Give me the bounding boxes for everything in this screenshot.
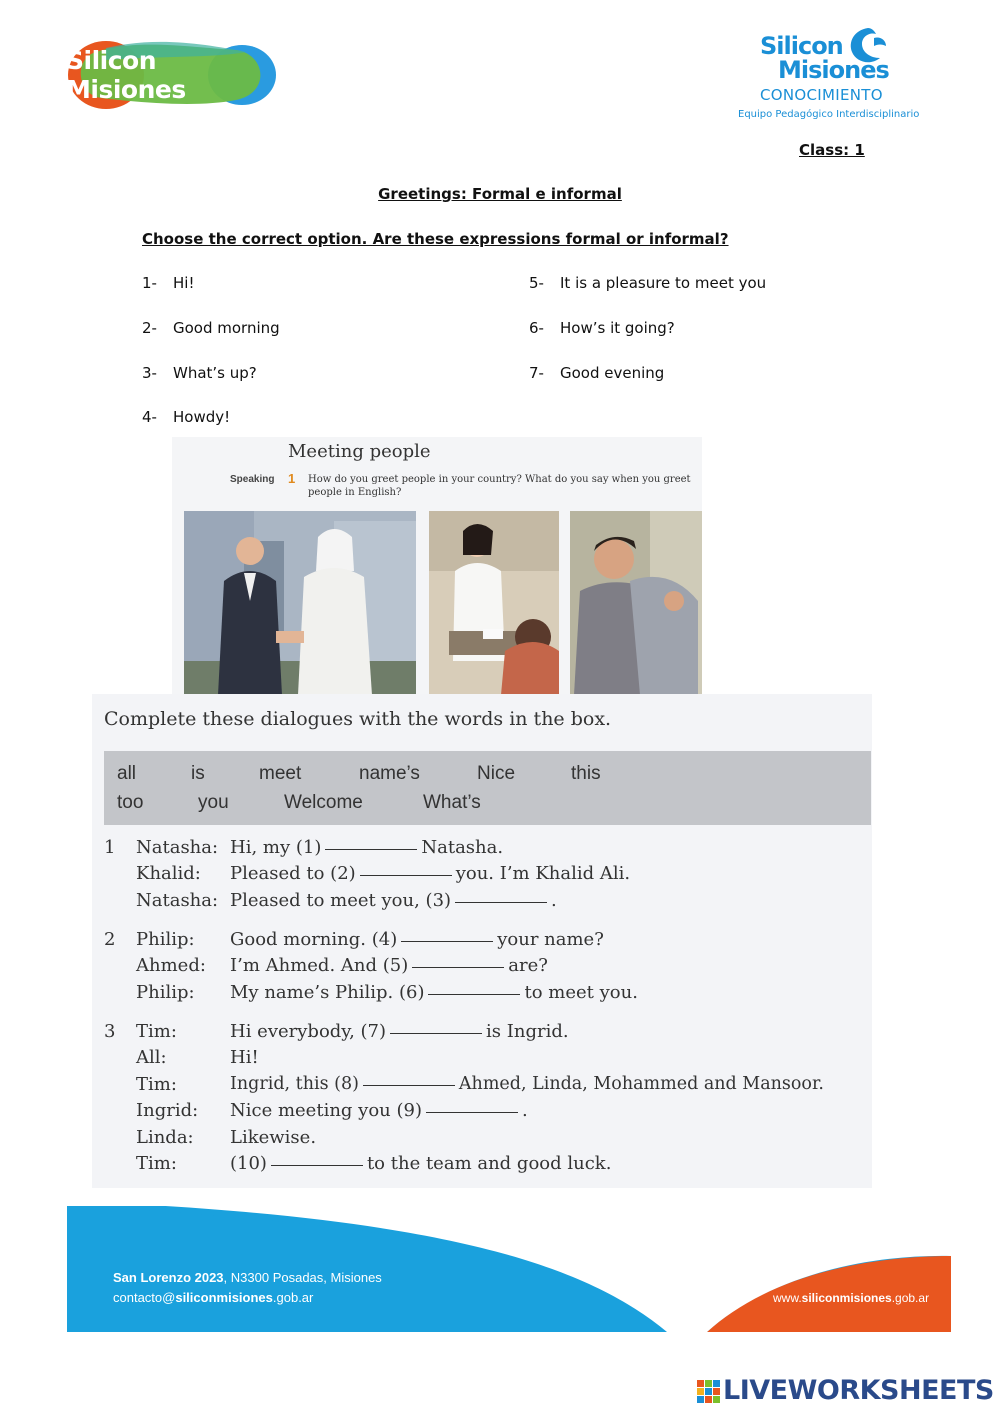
liveworksheets-watermark [697,1374,997,1410]
address-rest: , N3300 Posadas, Misiones [223,1270,382,1285]
word-option: What’s [423,792,481,813]
dialogue-line [230,1074,824,1094]
question-item [529,319,675,337]
line-before: Nice meeting you (9) [230,1100,422,1121]
photo-hug [570,511,702,695]
line-after: to meet you. [524,982,638,1003]
line-after: you. I’m Khalid Ali. [455,863,631,884]
address-bold: San Lorenzo 2023 [113,1270,224,1285]
dialogue-number: 1 [104,837,116,858]
dialogue-line [230,955,548,976]
email-line [113,1288,382,1308]
silicon-misiones-logo-left [66,38,278,112]
blank-3[interactable] [455,902,547,903]
blank-5[interactable] [412,967,504,968]
blank-2[interactable] [360,875,452,876]
question-number: 2- [142,319,157,337]
exercise-heading: Complete these dialogues with the words in the box. [104,708,612,730]
dialogue-line [230,863,630,884]
question-text: Good morning [173,319,280,337]
word-option: name’s [359,763,420,784]
book-title: Meeting people [288,441,431,462]
blank-4[interactable] [401,941,493,942]
question-item [142,364,257,382]
question-text: Howdy! [173,408,231,426]
line-after: Natasha. [421,837,504,858]
question-item [142,274,194,292]
speaker: Khalid: [136,863,201,884]
dialogue-line [230,1153,611,1174]
word-option: all [117,763,137,784]
line-after: . [551,890,557,911]
footer-banner [67,1206,951,1332]
dialogue-number: 2 [104,929,116,950]
book-question: How do you greet people in your country? What do you say when you greet people in English? [308,474,691,498]
footer-address [113,1268,382,1308]
line-after: . [521,1100,528,1121]
page-title: Greetings: Formal e informal [378,185,622,203]
word-option: too [117,792,144,813]
watermark-text: LIVEWORKSHEETS [723,1375,994,1406]
question-number: 3- [142,364,157,382]
blank-9[interactable] [426,1112,518,1113]
word-option: meet [259,763,302,784]
blank-6[interactable] [428,994,520,995]
instruction: Choose the correct option. Are these expressions formal or informal? [142,230,729,248]
line-before: Hi, my (1) [230,837,322,858]
dialogue-line [230,982,638,1003]
question-text: It is a pleasure to meet you [560,274,767,292]
word-option: Welcome [284,792,363,813]
speaker: All: [136,1047,167,1068]
blank-7[interactable] [390,1033,482,1034]
silicon-misiones-logo-right [736,26,936,126]
speaker: Tim: [136,1074,177,1095]
email-pre: contacto@ [113,1290,176,1305]
email-post: .gob.ar [272,1290,314,1305]
question-number: 4- [142,408,157,426]
email-bold: siliconmisiones [175,1290,273,1305]
book-number: 1 [288,471,296,486]
question-item [529,274,766,292]
line-before: Good morning. (4) [230,929,398,950]
speaker: Linda: [136,1127,194,1148]
blank-1[interactable] [325,849,417,850]
logo-right-team: Equipo Pedagógico Interdisciplinario [738,109,920,120]
blank-8[interactable] [363,1085,455,1086]
line-before: Hi everybody, (7) [230,1021,387,1042]
class-label: Class: 1 [799,141,865,159]
photo-handshake [184,511,416,695]
line-after: Ahmed, Linda, Mohammed and Mansoor. [458,1074,824,1094]
textbook-excerpt [172,437,702,697]
speaker: Ingrid: [136,1100,199,1121]
question-number: 5- [529,274,544,292]
question-item [142,319,280,337]
line-before: I’m Ahmed. And (5) [230,955,409,976]
question-text: Good evening [560,364,665,382]
line-before: Ingrid, this (8) [230,1074,359,1094]
question-text: How’s it going? [560,319,675,337]
web-bold: siliconmisiones [801,1291,892,1305]
dialogue-number: 3 [104,1021,116,1042]
line-after: to the team and good luck. [366,1153,612,1174]
speaker: Ahmed: [136,955,206,976]
question-number: 1- [142,274,157,292]
photo-card-exchange [429,511,559,695]
logo-right-title: Silicon Misiones [760,32,889,84]
speaker: Natasha: [136,837,219,858]
speaker: Tim: [136,1021,177,1042]
speaker: Natasha: [136,890,219,911]
word-option: this [571,763,601,784]
blank-10[interactable] [271,1165,363,1166]
line-before: Pleased to (2) [230,863,356,884]
dialogue-line: Hi! [230,1047,259,1068]
speaker: Tim: [136,1153,177,1174]
logo-left-text: Silicon Misiones [66,46,186,104]
dialogue-line: Likewise. [230,1127,317,1148]
line-before: (10) [230,1153,267,1174]
question-number: 6- [529,319,544,337]
question-text: Hi! [173,274,195,292]
question-item [142,408,230,426]
word-option: Nice [477,763,516,784]
logo-right-conocimiento: CONOCIMIENTO [760,86,883,104]
dialogue-line [230,929,604,950]
web-post: .gob.ar [891,1291,930,1305]
word-option: is [191,763,205,784]
question-text: What’s up? [173,364,257,382]
dialogue-line [230,890,557,911]
dialogue-line [230,837,503,858]
web-pre: www. [773,1291,802,1305]
line-after: are? [508,955,548,976]
dialogue-line [230,1100,528,1121]
line-after: is Ingrid. [486,1021,569,1042]
speaker: Philip: [136,929,195,950]
question-item [529,364,664,382]
word-box [104,751,871,825]
dialogue-exercise [92,694,872,1188]
line-before: Pleased to meet you, (3) [230,890,452,911]
speaker: Philip: [136,982,195,1003]
dialogue-line [230,1021,569,1042]
book-section: Speaking [230,474,275,485]
question-number: 7- [529,364,544,382]
footer-website [773,1291,929,1305]
liveworksheets-icon [697,1380,721,1404]
word-option: you [198,792,229,813]
address-line [113,1268,382,1288]
line-after: your name? [497,929,604,950]
line-before: My name’s Philip. (6) [230,982,425,1003]
